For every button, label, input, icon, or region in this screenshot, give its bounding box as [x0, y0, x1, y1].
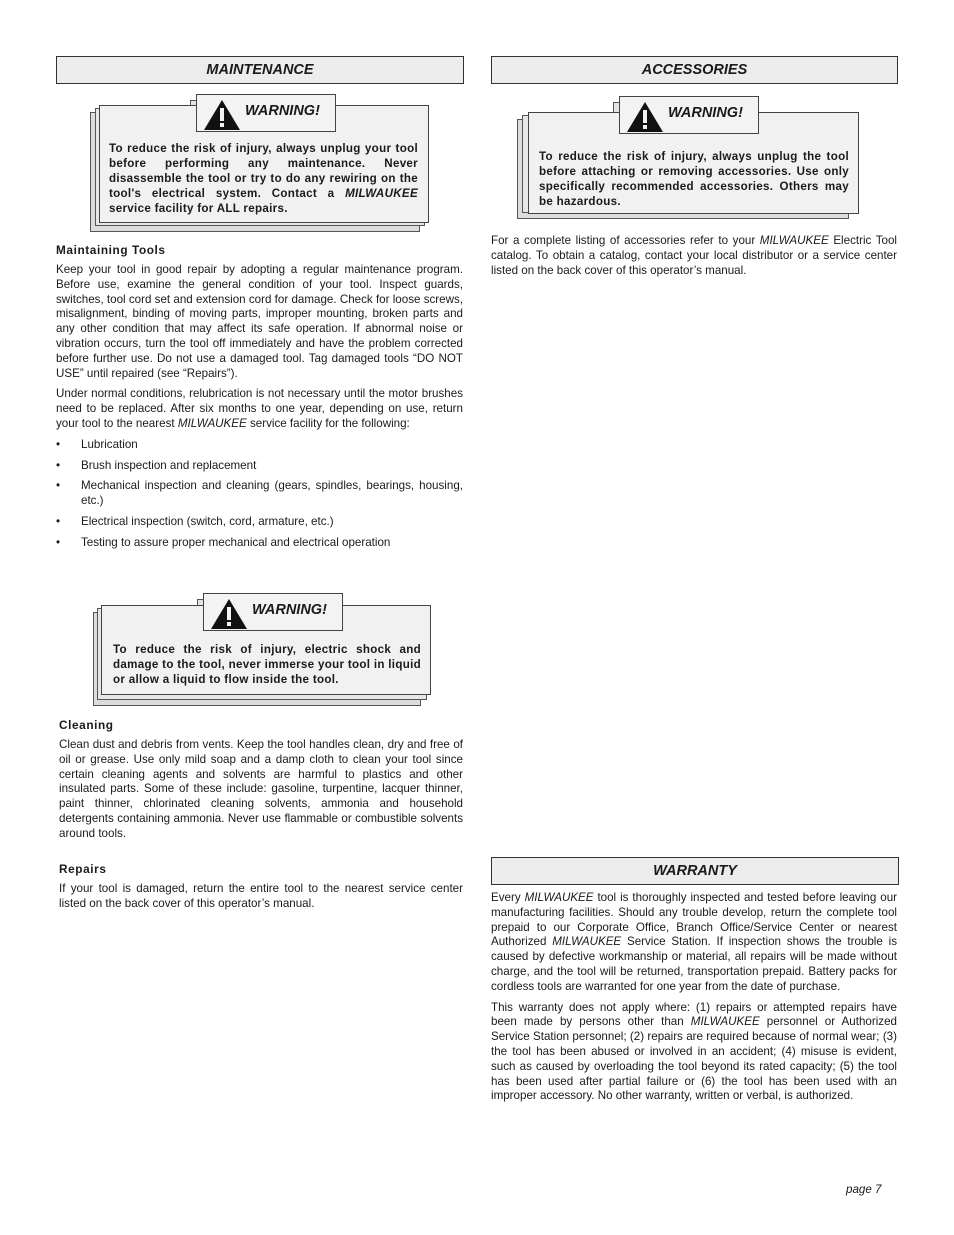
- accessories-section: [491, 56, 898, 84]
- brand-name: MILWAUKEE: [177, 416, 247, 430]
- warranty-paragraph-2: This warranty does not apply where: (1) repairs or attempted repairs have been made by persons other than MILWAUKEE personnel or Authorized Service Station personnel; (2) repairs are required because of normal wear; (3) the tool has been abused or involved in an accident; (4) misuse is evident, such as caused by overloading the tool beyond its rated capacity; (5) the tool has been used after partial failure or (6) the tool has been used with an improper accessory. No other warranty, written or verbal, is authorized.: [491, 1000, 897, 1103]
- warning-tab: [619, 96, 759, 134]
- maintenance-heading: MAINTENANCE: [56, 56, 464, 84]
- warning-label: WARNING!: [245, 103, 320, 119]
- cleaning-heading: Cleaning: [59, 718, 114, 732]
- immersion-warning-box: [93, 591, 433, 707]
- accessories-paragraph: For a complete listing of accessories refer to your MILWAUKEE Electric Tool catalog. To obtain a catalog, contact your local distributor or a service center listed on the back cover of this operator’s manual.: [491, 234, 897, 277]
- bullet: •: [56, 458, 61, 472]
- warning-message: To reduce the risk of injury, electric shock and damage to the tool, never immerse your tool in liquid or allow a liquid to flow inside the tool.: [101, 605, 431, 695]
- warning-label: WARNING!: [252, 602, 327, 618]
- brand-name: MILWAUKEE: [759, 234, 829, 247]
- warning-tab: [196, 94, 336, 132]
- cleaning: [59, 718, 463, 848]
- list-item: • Lubrication: [56, 437, 138, 451]
- warranty-section: [491, 857, 899, 885]
- warning-triangle-icon: [626, 101, 664, 133]
- maintaining-paragraph-1: Keep your tool in good repair by adopting a regular maintenance program. Before use, examine the general condition of your tool. Inspect guards, switches, tool cord set and extension cord for damage. Check for loose screws, misalignment, binding of moving parts, improper mounting, broken parts and any other condition that may affect its safe operation. If abnormal noise or vibration occurs, turn the tool off immediately and have the problem corrected before further use. Do not use a damaged tool. Tag damaged tools “DO NOT USE” until repaired (see “Repairs”).: [56, 263, 463, 380]
- warranty-paragraph-1: Every MILWAUKEE tool is thoroughly inspected and tested before leaving our manufacturing facilities. Should any trouble develop, return the complete tool prepaid to our Corporate Office, Branch Office/Service Center or nearest Authorized MILWAUKEE Service Station. If inspection shows the trouble is caused by defective workmanship or material, all repairs will be made without charge, and the tool will be returned, transportation prepaid. Battery packs for cordless tools are warranted for one year from the date of purchase.: [491, 891, 898, 993]
- maintaining-paragraph-2: Under normal conditions, relubrication is not necessary until the motor brushes need to be replaced. After six months to one year, depending on use, return your tool to the nearest MILWAUKEE service facility for the following:: [56, 387, 463, 430]
- warning-message: To reduce the risk of injury, always unplug the tool before attaching or removing accessories. Use only specifically recommended accessories. Others may be hazardous.: [528, 112, 859, 214]
- bullet: •: [56, 479, 61, 493]
- cleaning-paragraph: Clean dust and debris from vents. Keep the tool handles clean, dry and free of oil or grease. Use only mild soap and a damp cloth to clean your tool since certain cleaning agents and solvents are harmful to plastics and other insulated parts. Some of these include: gasoline, turpentine, lacquer thinner, paint thinner, chlorinated cleaning solvents, ammonia and household detergents containing ammonia. Never use flammable or combustible solvents around tools.: [59, 738, 463, 840]
- warning-triangle-icon: [203, 99, 241, 131]
- bullet: •: [56, 437, 61, 451]
- brand-name: MILWAUKEE: [690, 1015, 760, 1029]
- maintenance-warning-box: [90, 92, 430, 232]
- list-item: • Mechanical inspection and cleaning (gears, spindles, bearings, housing, etc.): [56, 479, 463, 508]
- brand-name: MILWAUKEE: [524, 891, 594, 904]
- warning-label: WARNING!: [668, 105, 743, 121]
- repairs: [59, 862, 463, 918]
- page-number: page 7: [846, 1183, 882, 1196]
- maintaining-tools: [56, 243, 463, 557]
- brand-name: MILWAUKEE: [552, 935, 622, 949]
- bullet: •: [56, 535, 61, 549]
- maintaining-tools-heading: Maintaining Tools: [56, 243, 166, 257]
- repairs-heading: Repairs: [59, 862, 107, 876]
- warning-triangle-icon: [210, 598, 248, 630]
- warranty-heading: WARRANTY: [491, 857, 899, 885]
- warning-message: To reduce the risk of injury, always unplug your tool before performing any maintenance. Never disassemble the tool or try to do any rewiring on the tool's electrical system. Contact a MILWAUKEE service facility for ALL repairs.: [99, 105, 429, 223]
- list-item: • Testing to assure proper mechanical and electrical operation: [56, 535, 391, 549]
- brand-name: MILWAUKEE: [345, 187, 418, 200]
- maintenance-section: [56, 56, 464, 84]
- list-item: • Brush inspection and replacement: [56, 458, 257, 472]
- accessories-heading: ACCESSORIES: [491, 56, 898, 84]
- repairs-paragraph: If your tool is damaged, return the entire tool to the nearest service center listed on the back cover of this operator’s manual.: [59, 882, 463, 910]
- accessories-warning-box: [517, 94, 862, 224]
- warranty-body: [491, 891, 897, 1110]
- bullet: •: [56, 514, 61, 528]
- accessories-body: [491, 234, 897, 284]
- service-list: [56, 438, 463, 551]
- list-item: • Electrical inspection (switch, cord, armature, etc.): [56, 514, 334, 528]
- warning-tab: [203, 593, 343, 631]
